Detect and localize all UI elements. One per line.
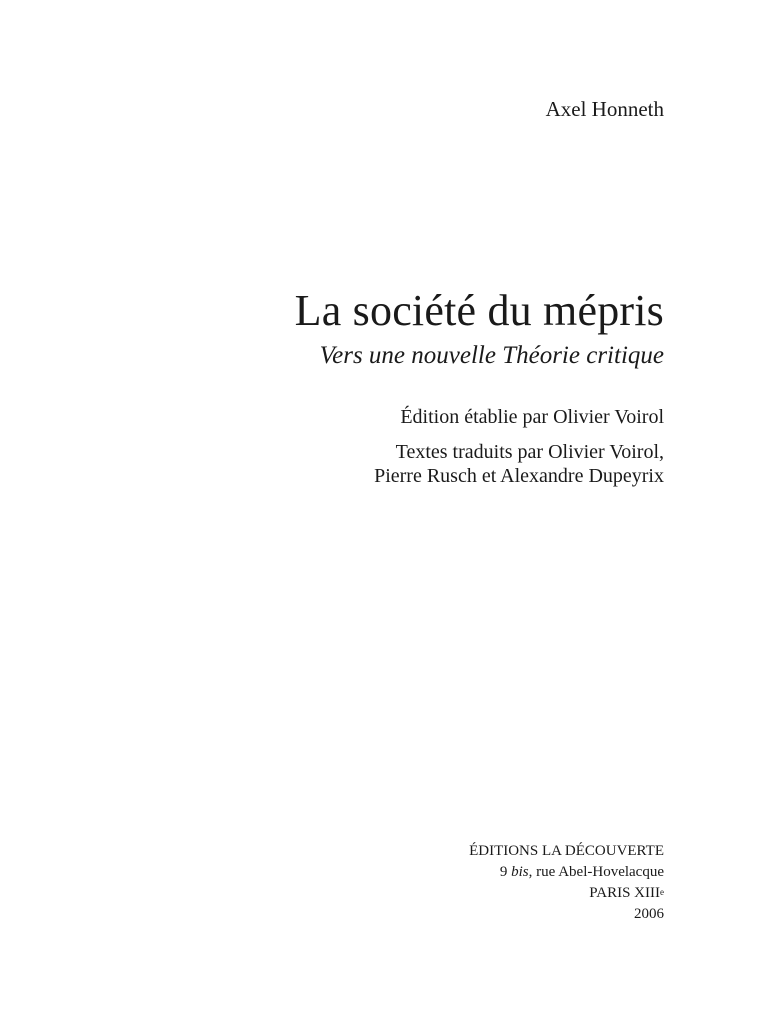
author-name: Axel Honneth [545,97,664,121]
translators-line-1: Textes traduits par Olivier Voirol, [395,441,664,463]
translators-line-2: Pierre Rusch et Alexandre Dupeyrix [374,465,664,487]
address-street: , rue Abel-Hovelacque [528,864,664,880]
book-title: La société du mépris [294,286,664,335]
address-number: 9 [499,864,508,880]
address-bis: bis [511,864,529,880]
book-subtitle: Vers une nouvelle Théorie critique [319,342,664,369]
city-name: PARIS XIII [589,885,660,901]
city-suffix: e [660,887,664,897]
publisher-name: ÉDITIONS LA DÉCOUVERTE [469,843,664,859]
publication-year: 2006 [634,906,664,922]
publisher-address [469,862,664,883]
edition-credit: Édition établie par Olivier Voirol [400,406,664,428]
publisher-block [469,841,664,925]
publisher-city [469,883,664,904]
translators-credit [374,440,664,488]
